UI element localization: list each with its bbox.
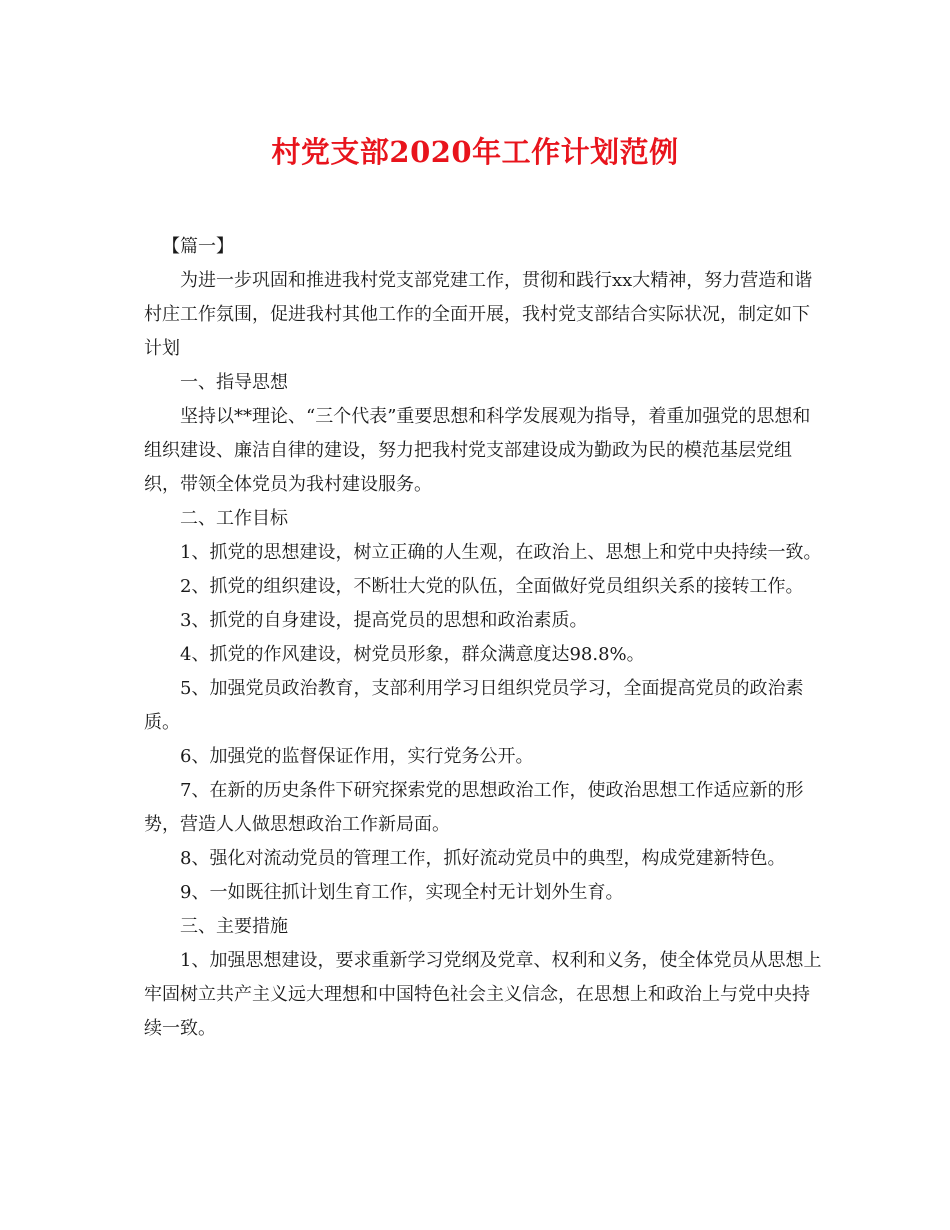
- heading-main-measures: 三、主要措施: [180, 916, 288, 937]
- goal-item-4: 4、抓党的作风建设，树党员形象，群众满意度达98.8%。: [180, 644, 645, 665]
- paragraph-guiding-ideology: 坚持以**理论、“三个代表”重要思想和科学发展观为指导，着重加强党的思想和组织建设、廉洁自律的建设，努力把我村党支部建设成为勤政为民的模范基层党组织，带领全体党员为我村建设服务。: [144, 406, 811, 495]
- goal-item-8: 8、强化对流动党员的管理工作，抓好流动党员中的典型，构成党建新特色。: [180, 848, 786, 869]
- paragraph-intro: 为进一步巩固和推进我村党支部党建工作，贯彻和践行xx大精神，努力营造和谐村庄工作氛围，促进我村其他工作的全面开展，我村党支部结合实际状况，制定如下计划: [144, 270, 813, 359]
- goal-item-5: 5、加强党员政治教育，支部利用学习日组织党员学习，全面提高党员的政治素质。: [144, 678, 804, 733]
- goal-item-9: 9、一如既往抓计划生育工作，实现全村无计划外生育。: [180, 882, 624, 903]
- goal-item-7: 7、在新的历史条件下研究探索党的思想政治工作，使政治思想工作适应新的形势，营造人人做思想政治工作新局面。: [144, 780, 804, 835]
- goal-item-2: 2、抓党的组织建设，不断壮大党的队伍，全面做好党员组织关系的接转工作。: [180, 576, 804, 597]
- document-body: [144, 230, 824, 1046]
- goal-item-6: 6、加强党的监督保证作用，实行党务公开。: [180, 746, 534, 767]
- section-label: 【篇一】: [162, 236, 234, 257]
- document-title: 村党支部2020年工作计划范例: [271, 135, 679, 169]
- goal-item-3: 3、抓党的自身建设，提高党员的思想和政治素质。: [180, 610, 588, 631]
- heading-guiding-ideology: 一、指导思想: [180, 372, 288, 393]
- heading-work-goals: 二、工作目标: [180, 508, 288, 529]
- goal-item-1: 1、抓党的思想建设，树立正确的人生观，在政治上、思想上和党中央持续一致。: [180, 542, 822, 563]
- measure-item-1: 1、加强思想建设，要求重新学习党纲及党章、权利和义务，使全体党员从思想上牢固树立共产主义远大理想和中国特色社会主义信念，在思想上和政治上与党中央持续一致。: [144, 950, 822, 1039]
